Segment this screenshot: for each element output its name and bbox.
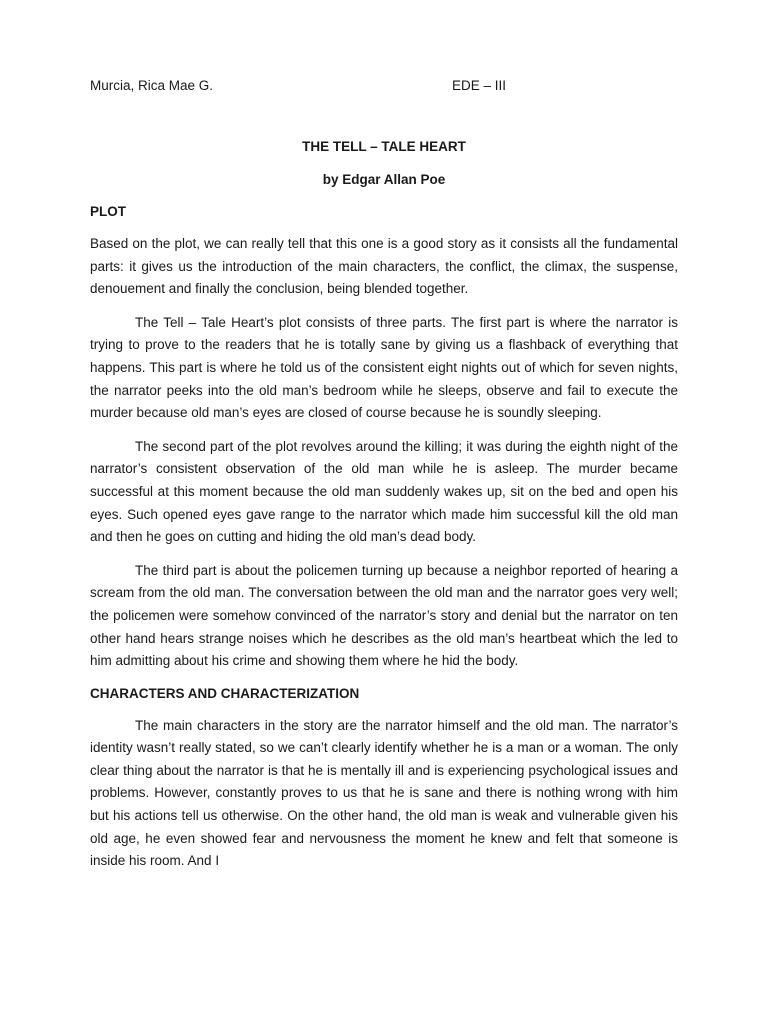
document-title: THE TELL – TALE HEART [302, 139, 466, 154]
document-header [90, 78, 678, 98]
section-heading-characters: CHARACTERS AND CHARACTERIZATION [90, 685, 360, 701]
plot-paragraph: The third part is about the policemen turning up because a neighbor reported of hearing a scream from the old man. The conversation between the old man and the narrator goes very well; the policemen were somehow convinced of the narrator’s story and denial but the narrator on ten other hand hears strange noises which he describes as the old man’s heartbeat which the led to him admitting about his crime and showing them where he hid the body. [90, 562, 678, 669]
characters-paragraph: The main characters in the story are the narrator himself and the old man. The narrator’s identity wasn’t really stated, so we can’t clearly identify whether he is a man or a woman. The only clear thing about the narrator is that he is mentally ill and is experiencing psychological issues and problems. However, constantly proves to us that he is sane and there is nothing wrong with him but his actions tell us otherwise. On the other hand, the old man is weak and vulnerable given his old age, he even showed fear and nervousness the moment he knew and felt that someone is inside his room. And I [90, 717, 678, 869]
student-name: Murcia, Rica Mae G. [90, 78, 214, 93]
plot-paragraph: Based on the plot, we can really tell that this one is a good story as it consists all the fundamental parts: it gives us the introduction of the main characters, the conflict, the climax, the suspense, denouement and finally the conclusion, being blended together. [90, 236, 678, 297]
course-code: EDE – III [452, 78, 507, 93]
section-heading-plot: PLOT [90, 204, 126, 219]
document-author: by Edgar Allan Poe [322, 172, 446, 187]
plot-paragraph: The second part of the plot revolves around the killing; it was during the eighth night of the narrator’s consistent observation of the old man while he is asleep. The murder became successful at this moment because the old man suddenly wakes up, sit on the bed and open his eyes. Such opened eyes gave range to the narrator which made him successful kill the old man and then he goes on cutting and hiding the old man’s dead body. [90, 438, 678, 545]
document-body [90, 202, 678, 884]
plot-paragraph: The Tell – Tale Heart’s plot consists of three parts. The first part is where the narrator is trying to prove to the readers that he is totally sane by giving us a flashback of everything that happens. This part is where he told us of the consistent eight nights out of which for seven nights, the narrator peeks into the old man’s bedroom while he sleeps, observe and fail to execute the murder because old man’s eyes are closed of course because he is soundly sleeping. [90, 314, 678, 421]
